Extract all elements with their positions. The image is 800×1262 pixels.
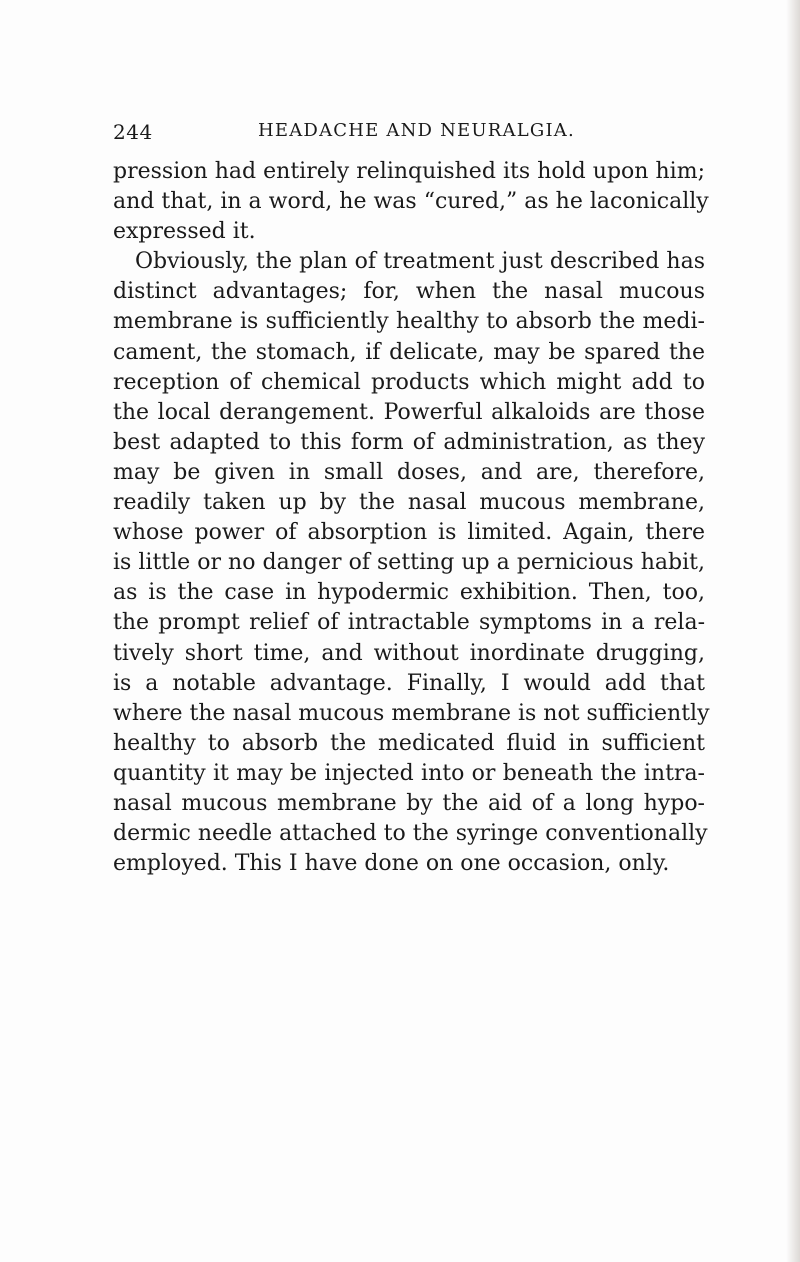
text-line: reception of chemical products which might add to [113, 369, 705, 395]
text-line: quantity it may be injected into or beneath the intra- [113, 760, 705, 786]
paragraph-start-line: Obviously, the plan of treatment just described has [135, 249, 705, 275]
text-line: cament, the stomach, if delicate, may be spared the [113, 339, 705, 365]
text-line: as is the case in hypodermic exhibition. Then, too, [113, 580, 705, 606]
text-line: the local derangement. Powerful alkaloids are those [113, 399, 705, 425]
text-line: readily taken up by the nasal mucous membrane, [113, 490, 705, 516]
text-line: dermic needle attached to the syringe conventionally [113, 821, 708, 847]
page-edge-shadow [786, 0, 800, 1262]
text-line: is a notable advantage. Finally, I would add that [113, 670, 705, 696]
page-header [113, 120, 703, 144]
text-line: employed. This I have done on one occasion, only. [113, 851, 670, 877]
text-line: may be given in small doses, and are, therefore, [113, 459, 705, 485]
text-line: best adapted to this form of administration, as they [113, 429, 705, 455]
text-line: membrane is sufficiently healthy to absorb the medi- [113, 309, 705, 335]
text-line: expressed it. [113, 219, 256, 245]
text-line: whose power of absorption is limited. Again, there [113, 520, 705, 546]
text-line: distinct advantages; for, when the nasal mucous [113, 279, 705, 305]
text-line: is little or no danger of setting up a pernicious habit, [113, 550, 705, 576]
body-text [113, 157, 710, 879]
page-number: 244 [113, 120, 153, 144]
text-line: and that, in a word, he was “cured,” as he laconically [113, 189, 709, 215]
text-line: the prompt relief of intractable symptoms in a rela- [113, 610, 705, 636]
text-line: pression had entirely relinquished its hold upon him; [113, 159, 705, 184]
running-head: HEADACHE AND NEURALGIA. [258, 120, 575, 141]
text-line: nasal mucous membrane by the aid of a long hypo- [113, 790, 705, 816]
text-line: healthy to absorb the medicated fluid in sufficient [113, 730, 705, 756]
text-line: tively short time, and without inordinate drugging, [113, 640, 705, 666]
text-line: where the nasal mucous membrane is not sufficiently [113, 700, 710, 726]
